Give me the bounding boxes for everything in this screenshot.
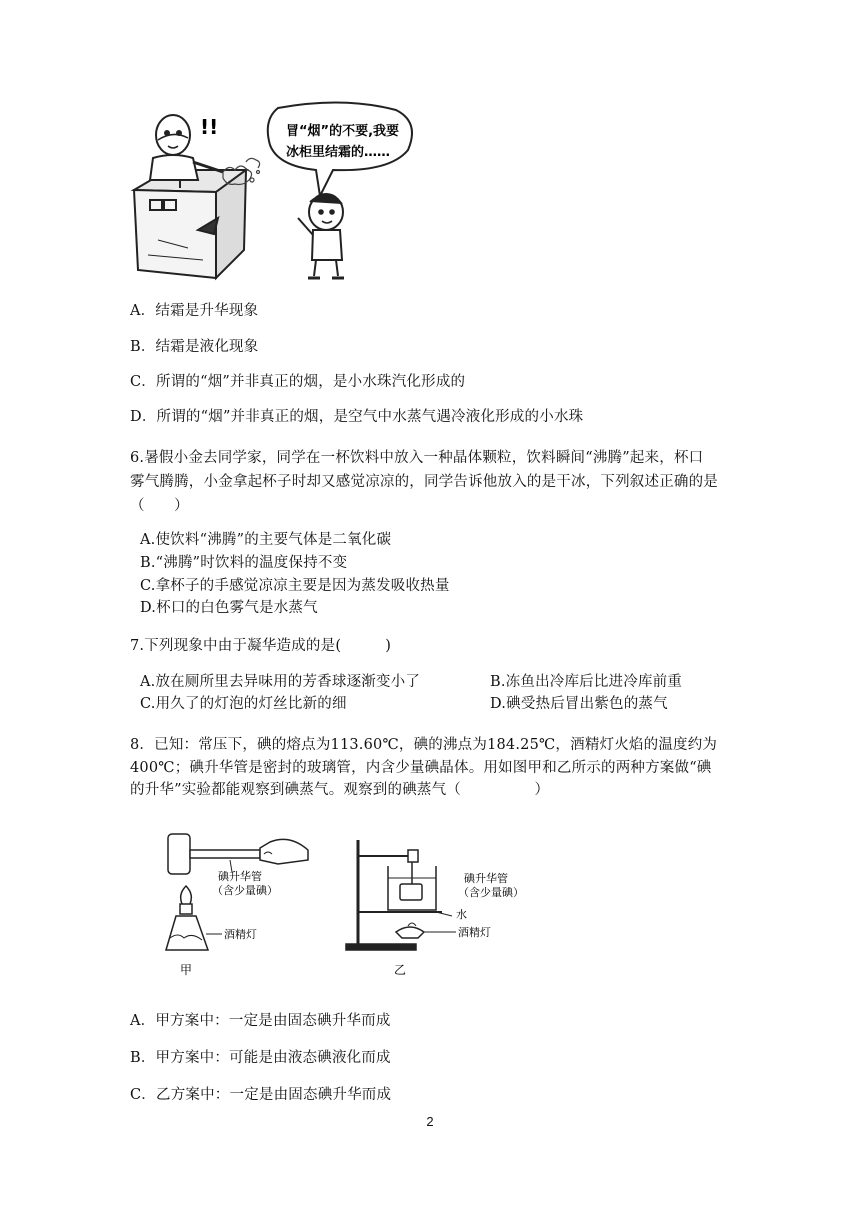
svg-text:!!: !!: [200, 115, 219, 139]
q5-option-b: B．结霜是液化现象: [130, 339, 259, 355]
q7-option-c: C.用久了的灯泡的灯丝比新的细: [140, 696, 347, 712]
q6-stem-line-2: 雾气腾腾，小金拿起杯子时却又感觉凉凉的，同学告诉他放入的是干冰，下列叙述正确的是: [130, 474, 718, 490]
iodine-sublimation-apparatus-figure: [160, 820, 560, 985]
q6-stem-line-3: （ ）: [130, 498, 189, 514]
q6-stem-line-1: 6.暑假小金去同学家，同学在一杯饮料中放入一种晶体颗粒，饮料瞬间“沸腾”起来，杯口: [130, 450, 704, 466]
jia-tube-note: （含少量碘）: [212, 884, 278, 897]
q8-option-c: C．乙方案中：一定是由固态碘升华而成: [130, 1087, 392, 1103]
q8-stem-line-2: 400℃；碘升华管是密封的玻璃管，内含少量碘晶体。用如图甲和乙所示的两种方案做“碘: [130, 760, 712, 776]
q6-option-d: D.杯口的白色雾气是水蒸气: [140, 600, 318, 616]
jia-tube-label: 碘升华管: [218, 870, 262, 883]
jia-lamp-label: 酒精灯: [224, 928, 257, 941]
exclamation-text: [200, 115, 218, 139]
page-number: 2: [426, 1114, 434, 1129]
speech-line-2: 冰柜里结霜的……: [286, 145, 391, 160]
yi-figure-label: 乙: [394, 963, 407, 977]
q5-option-d: D．所谓的“烟”并非真正的烟，是空气中水蒸气遇冷液化形成的小水珠: [130, 409, 584, 425]
yi-lamp-label: 酒精灯: [458, 926, 491, 939]
jia-figure-label: 甲: [180, 963, 193, 977]
yi-tube-note: （含少量碘）: [458, 886, 524, 899]
q6-option-c: C.拿杯子的手感觉凉凉主要是因为蒸发吸收热量: [140, 578, 450, 594]
q6-option-b: B.“沸腾”时饮料的温度保持不变: [140, 555, 348, 571]
speech-bubble: [268, 102, 412, 196]
q7-option-d: D.碘受热后冒出紫色的蒸气: [490, 696, 668, 712]
yi-apparatus-icon: [346, 840, 456, 950]
q6-option-a: A.使饮料“沸腾”的主要气体是二氧化碳: [140, 532, 392, 548]
boy-figure-icon: [298, 194, 344, 278]
yi-water-label: 水: [456, 908, 467, 921]
yi-tube-label: 碘升华管: [464, 872, 508, 885]
q8-stem-line-1: 8．已知：常压下，碘的熔点为113.60℃，碘的沸点为184.25℃，酒精灯火焰的温度约为: [130, 737, 718, 753]
freezer-cartoon-illustration: [128, 100, 413, 285]
q7-option-a: A.放在厕所里去异味用的芳香球逐渐变小了: [140, 674, 421, 690]
q5-option-a: A．结霜是升华现象: [130, 303, 259, 319]
q5-option-c: C．所谓的“烟”并非真正的烟，是小水珠汽化形成的: [130, 374, 466, 390]
q7-stem: 7.下列现象中由于凝华造成的是( ): [130, 638, 392, 654]
q7-option-b: B.冻鱼出冷库后比进冷库前重: [490, 674, 683, 690]
speech-line-1: 冒“烟”的不要,我要: [286, 124, 400, 139]
q8-option-b: B．甲方案中：可能是由液态碘液化而成: [130, 1050, 391, 1066]
freezer-icon: [134, 170, 246, 278]
q8-option-a: A．甲方案中：一定是由固态碘升华而成: [130, 1013, 391, 1029]
q8-stem-line-3: 的升华”实验都能观察到碘蒸气。观察到的碘蒸气（ ）: [130, 782, 550, 798]
